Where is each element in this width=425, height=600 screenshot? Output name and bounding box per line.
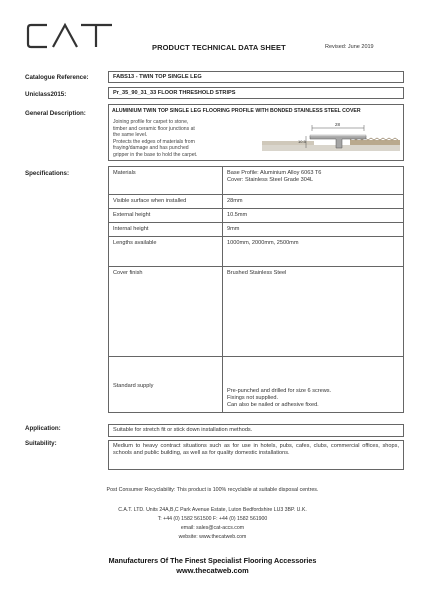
uniclass-value: Pr_35_90_31_33 FLOOR THRESHOLD STRIPS [113, 90, 236, 96]
spec-value: Pre-punched and drilled for size 6 screws. Fixings not supplied. Can also be nailed or adhesive fixed. [223, 357, 404, 413]
suitability-value: Medium to heavy contract situations such as for use in hotels, pubs, cafes, clubs, commercial offices, shops, schools and public building, as well as for quality domestic installations. [113, 443, 399, 456]
spec-row-cover-finish [109, 267, 404, 357]
uniclass-label: Uniclass2015: [25, 91, 67, 98]
spec-value: 28mm [223, 195, 404, 209]
profile-diagram [262, 118, 400, 158]
spec-name: Lengths available [109, 237, 223, 267]
application-box [108, 424, 404, 437]
description-heading: ALUMINIUM TWIN TOP SINGLE LEG FLOORING PROFILE WITH BONDED STAINLESS STEEL COVER [112, 108, 361, 114]
contact-block [0, 506, 425, 542]
spec-row-lengths [109, 237, 404, 267]
spec-value: Base Profile: Aluminium Alloy 6063 T6 Cover: Stainless Steel Grade 304L [223, 167, 404, 195]
description-label: General Description: [25, 110, 86, 117]
spec-value: 9mm [223, 223, 404, 237]
email: email: sales@cat-accs.com [180, 525, 245, 531]
spec-name: Cover finish [109, 267, 223, 357]
uniclass-box [108, 87, 404, 99]
spec-name: Materials [109, 167, 223, 195]
page-title: PRODUCT TECHNICAL DATA SHEET [152, 43, 286, 52]
suitability-label: Suitability: [25, 440, 57, 447]
spec-row-materials [109, 167, 404, 195]
website: website: www.thecatweb.com [178, 534, 247, 540]
spec-row-standard-supply [109, 357, 404, 413]
catalogue-label: Catalogue Reference: [25, 74, 89, 81]
specifications-label: Specifications: [25, 170, 70, 177]
phone: T: +44 (0) 1582 561500 F: +44 (0) 1582 561900 [157, 516, 268, 522]
website-link[interactable]: www.thecatweb.com [176, 566, 249, 575]
catalogue-value: FABS13 - TWIN TOP SINGLE LEG [113, 74, 202, 80]
recyclability-note: Post Consumer Recyclability: This product is 100% recyclable at suitable disposal centres. [106, 487, 319, 493]
spec-row-visible-surface [109, 195, 404, 209]
dim-height: 10.5 [298, 139, 306, 144]
specifications-table [108, 166, 404, 413]
spec-name: External height [109, 209, 223, 223]
spec-name: Visible surface when installed [109, 195, 223, 209]
spec-value: Brushed Stainless Steel [223, 267, 404, 357]
catalogue-box [108, 71, 404, 83]
spec-row-external-height [109, 209, 404, 223]
dim-width: 28 [335, 122, 341, 127]
spec-name: Internal height [109, 223, 223, 237]
address: C.A.T. LTD. Units 24A,B,C Park Avenue Estate, Luton Bedfordshire LU3 3BP. U.K. [118, 507, 307, 513]
spec-name: Standard supply [109, 357, 223, 413]
cat-logo [25, 22, 115, 50]
tagline: Manufacturers Of The Finest Specialist Flooring Accessories [108, 556, 317, 565]
spec-value: 10.5mm [223, 209, 404, 223]
description-text: Joining profile for carpet to stone, timber and ceramic floor junctions at the same level. Protects the edges of materials from fraying/damage and has punched gripper in the base to hold the carpet. [113, 119, 198, 158]
application-label: Application: [25, 425, 61, 432]
spec-value: 1000mm, 2000mm, 2500mm [223, 237, 404, 267]
application-value: Suitable for stretch fit or stick down installation methods. [113, 427, 253, 433]
suitability-box [108, 440, 404, 470]
revised-date: Revised: June 2019 [325, 44, 374, 50]
spec-row-internal-height [109, 223, 404, 237]
